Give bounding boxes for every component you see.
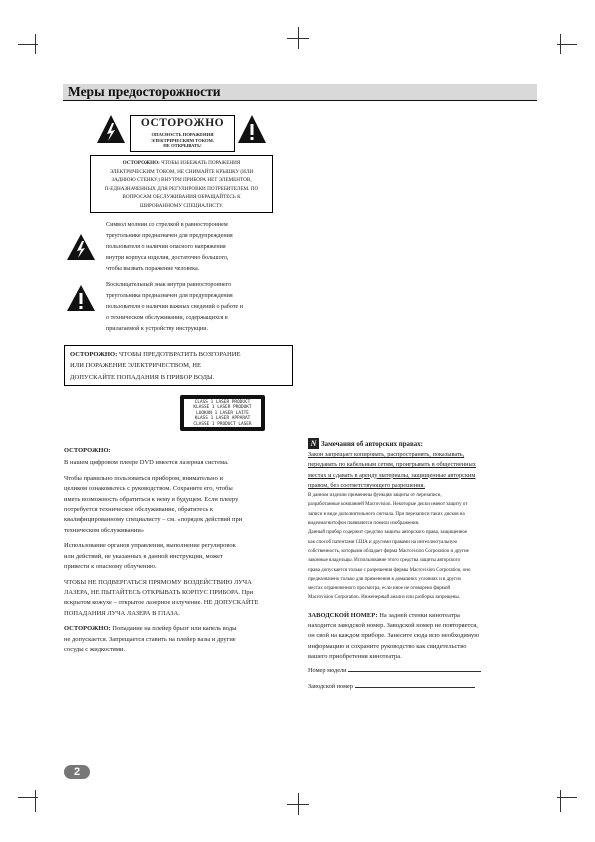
crop-mark <box>287 804 309 805</box>
crop-mark <box>557 797 577 798</box>
crop-mark <box>35 790 36 812</box>
lightning-symbol-description: Символ молнии со стрелкой в равностороннем треугольнике предназначен для предупреждения пользователя о наличии опасного напряжения внутри корпуса изделия, достаточно большого, чтобы вызвать поражение человека. <box>106 222 233 272</box>
caution-heading: ОСТОРОЖНО: <box>64 447 111 454</box>
crop-mark <box>18 44 38 45</box>
manual-paragraph: Чтобы правильно пользоваться прибором, внимательно и целиком ознакомьтесь с руководством. Сохраните его, чтобы иметь возможность обратиться к нему в будущем. Если плееру потребуется техническое обслуживание, обратитесь к квалифицированному специалисту – см. «порядок действий при техническом обслуживании» <box>64 475 243 534</box>
crop-mark <box>18 797 38 798</box>
serial-number-paragraph: ЗАВОДСКОЙ НОМЕР: На задней стенки кинотеатра находится заводской номер. Заводской номер не повторяется, он свой на каждом приборе. Занесите сюда всю необходимую информацию и сохраните руководство как свидетельство вашего приобретения кинотеатра. <box>308 611 480 660</box>
page-number: 2 <box>64 765 90 779</box>
right-column <box>308 438 533 692</box>
copyright-body: В данном изделии применены функция защиты от перезаписи, разработанные компанией Macrovision. Некоторые диски имеют защиту от записи в виде дополнительного сигнала. При перезаписи таких дисков на видеомагнитофон появляются помехи изображения. Данный прибор содержит средство защиты авторского права, защищенное как способ патентами США и другими правами на интеллектуальную собственность, которыми обладает фирма Macrovision Corporation и другие законные владельцы. Использование этого средства защиты авторского права допускается только с разрешения фирмы Macrovision Corporation, оно предназначено только для применения в домашних условиях и в других местах ограниченного просмотра, если иное не оговорено фирмой Macrovision Corporation. Инженерный анализ или разборка запрещены. <box>308 493 471 601</box>
model-number-field: Номер модели <box>308 665 533 676</box>
laser-system-paragraph: В нашем цифровом плеере DVD имеется лазерная система. <box>64 459 229 467</box>
left-column <box>64 446 290 661</box>
water-caution-paragraph: ОСТОРОЖНО: Попадание на плейер брызг или капель воды не допускается. Запрещается ставить на плейер вазы и другие сосуды с жидкостями. <box>64 625 237 654</box>
serial-number-blank <box>355 681 475 688</box>
warning-label-heading: ОСТОРОЖНО <box>140 117 225 129</box>
crop-mark <box>557 44 577 45</box>
laser-product-label: CLASS 1 LASER PRODUCT KLASSE 1 LASER PRODUKT LUOKAN 1 LASER LAITE KLASS 1 LASER APPARAT CLASSE 1 PRODUCT LASER <box>180 395 265 431</box>
lightning-warning-icon <box>96 114 126 144</box>
warning-label-text: ОПАСНОСТЬ ПОРАЖЕНИЯ ЭЛЕКТРИЧЕСКИМ ТОКОМ. НЕ ОТКРЫВАТЬ! <box>150 132 215 149</box>
exclamation-warning-icon <box>66 284 96 312</box>
lightning-warning-icon <box>66 233 96 261</box>
controls-paragraph: Использование органов управления, выполнение регулировок или действий, не указанных в данной инструкции, может привести к опасному облучению. <box>64 542 236 570</box>
crop-mark <box>287 38 309 39</box>
caution-box: ОСТОРОЖНО: ЧТОБЫ ИЗБЕЖАТЬ ПОРАЖЕНИЯ ЭЛЕКТРИЧЕСКИМ ТОКОМ, НЕ СНИМАЙТЕ КРЫШКУ (ИЛИ ЗАДНЮЮ СТЕНКУ.) ВНУТРИ ПРИБОРА НЕТ ЭЛЕМЕНТОВ, П-ЕДНАЗНАЧЕННЫХ ДЛЯ РЕГУЛИРОВКИ ПОТРЕБИТЕЛЕМ. ПО ВОПРОСАМ ОБСЛУЖИВАНИЯ ОБРАЩАЙТЕСЬ К ШИРОВАННОМУ СПЕЦИАЛИСТУ. <box>90 155 273 213</box>
fire-caution-box: ОСТОРОЖНО: ЧТОБЫ ПРЕДОТВРАТИТЬ ВОЗГОРАНИЕ ИЛИ ПОРАЖЕНИЕ ЭЛЕКТРИЧЕСТВОМ, НЕ ДОПУСКАЙТЕ ПОПАДАНИЯ В ПРИБОР ВОДЫ. <box>64 345 293 386</box>
exclamation-warning-icon <box>237 114 267 144</box>
page-title: Меры предосторожности <box>68 84 221 99</box>
serial-number-field: Заводской номер <box>308 681 533 692</box>
exclamation-symbol-description: Восклицательный знак внутри равностороннего треугольника предназначен для предупреждения пользователя о наличии важных сведений о работе и о техническом обслуживании, содержащихся в прилагаемой к устройству инструкции. <box>106 282 244 332</box>
note-icon: N <box>308 438 319 449</box>
model-number-blank <box>348 665 481 672</box>
laser-exposure-paragraph: ЧТОБЫ НЕ ПОДВЕРГАТЬСЯ ПРЯМОМУ ВОЗДЕЙСТВИЮ ЛУЧА ЛАЗЕРА, НЕ ПЫТАЙТЕСЬ ОТКРЫВАТЬ КОРПУС ПРИБОРА. При вскрытом кожухе – открытое лазерное излучение. НЕ ДОПУСКАЙТЕ ПОПАДАНИЯ ЛУЧА ЛАЗЕРА В ГЛАЗА. <box>64 578 259 617</box>
copyright-heading: N Замечания об авторских правах: <box>308 438 533 450</box>
copyright-intro: Закон запрещает копировать, распространять, показывать, передавать по кабельным сетям, проигрывать в общественных местах и сдавать в аренду материалы, защищенные авторским правом, без соответствующего разрешения. <box>308 451 476 489</box>
crop-mark <box>560 790 561 812</box>
